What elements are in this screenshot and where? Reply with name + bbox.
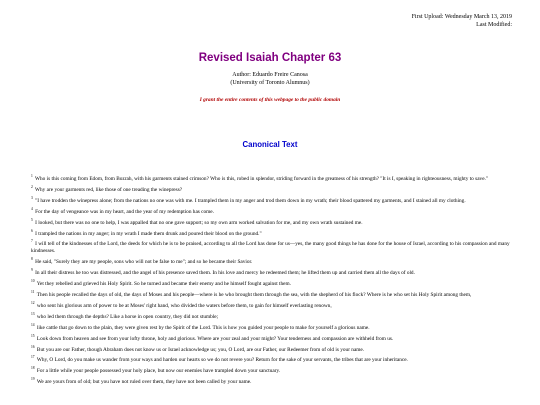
verse-text: who led them through the depths? Like a horse in open country, they did not stumble;: [36, 313, 219, 320]
verse-item: [31, 300, 511, 310]
verse-item: [31, 206, 511, 216]
verse-number: 11: [31, 289, 35, 294]
verse-item: [31, 311, 511, 321]
verse-number: 4: [31, 206, 33, 211]
verse-number: 17: [31, 355, 35, 360]
verse-number: 8: [31, 257, 33, 262]
verse-number: 13: [31, 311, 35, 316]
verse-number: 1: [31, 174, 33, 178]
verse-number: 14: [31, 322, 35, 327]
verse-item: [31, 173, 511, 183]
verse-text: We are yours from of old; but you have not ruled over them, they have not been called by your name.: [36, 379, 252, 386]
upload-dates: [412, 14, 512, 29]
verse-item: [31, 195, 511, 205]
verse-text: But you are our Father, though Abraham does not know us or Israel acknowledge us; you, O Lord, are our Father, our Redeemer from of old is your name.: [36, 346, 365, 353]
verse-item: [31, 365, 511, 375]
verse-item: [31, 333, 511, 343]
public-domain-notice: I grant the entire contents of this webpage to the public domain: [199, 97, 341, 103]
verse-text: I trampled the nations in my anger; in my wrath I made them drunk and poured their blood on the ground.": [35, 230, 262, 237]
verse-item: [31, 322, 511, 332]
verse-text: Why are your garments red, like those of one treading the winepress?: [35, 186, 183, 193]
verse-number: 10: [31, 279, 35, 284]
verse-text: who sent his glorious arm of power to be at Moses' right hand, who divided the waters before them, to gain for himself everlasting renown,: [36, 302, 332, 309]
verse-item: [31, 376, 511, 386]
verse-item: [31, 256, 511, 266]
verse-number: 15: [31, 333, 35, 338]
verse-item: [31, 228, 511, 238]
verse-text: In all their distress he too was distressed, and the angel of his presence saved them. In his love and mercy he redeemed them; he lifted them up and carried them all the days of old.: [35, 270, 415, 277]
verse-list: [31, 173, 511, 387]
verse-number: 18: [31, 366, 35, 371]
verse-item: [31, 184, 511, 194]
verse-text: Why, O Lord, do you make us wander from your ways and harden our hearts so we do not revere you? Return for the sake of your servants, the tribes that are your inheritance.: [36, 357, 408, 364]
verse-number: 19: [31, 377, 35, 382]
verse-number: 5: [31, 217, 33, 222]
page-title: Revised Isaiah Chapter 63: [198, 52, 342, 64]
verse-text: I looked, but there was no one to help, I was appalled that no one gave support; so my own arm worked salvation for me, and my own wrath sustained me.: [35, 219, 363, 226]
verse-item: [31, 238, 511, 255]
verse-text: For a little while your people possessed your holy place, but now our enemies have trampled down your sanctuary.: [36, 368, 281, 375]
verse-number: 2: [31, 184, 33, 189]
section-heading-canonical-text: Canonical Text: [242, 140, 298, 149]
verse-item: [31, 217, 511, 227]
verse-text: Who is this coming from Edom, from Bozrah, with his garments stained crimson? Who is this, robed in splendor, striding forward in the greatness of his strength? "It is I, speaking in righteousness, mighty to save.": [35, 176, 489, 182]
author-name: Author: Eduardo Freire Canosa: [232, 72, 308, 78]
verse-item: [31, 344, 511, 354]
verse-text: I will tell of the kindnesses of the Lord, the deeds for which he is to be praised, according to all the Lord has done for us—yes, the many good things he has done for the house of Israel, according to his compassion and many kindnesses.: [31, 241, 510, 255]
verse-number: 3: [31, 195, 33, 200]
verse-text: "I have trodden the winepress alone; from the nations no one was with me. I trampled them in my anger and trod them down in my wrath; their blood spattered my garments, and I stained all my clothing.: [35, 197, 466, 204]
verse-item: [31, 289, 511, 299]
first-upload-date: First Upload: Wednesday March 13, 2019: [411, 14, 512, 20]
verse-text: For the day of vengeance was in my heart, and the year of my redemption has come.: [35, 208, 214, 215]
verse-text: He said, "Surely they are my people, sons who will not be false to me"; and so he became their Savior.: [35, 259, 253, 266]
verse-number: 6: [31, 228, 33, 233]
verse-number: 12: [31, 300, 35, 305]
verse-item: [31, 354, 511, 364]
verse-text: Then his people recalled the days of old, the days of Moses and his people—where is he who brought them through the sea, with the shepherd of his flock? Where is he who set his Holy Spirit among them,: [36, 291, 472, 298]
verse-number: 16: [31, 344, 35, 349]
author-affiliation: (University of Toronto Alumnus): [230, 79, 310, 86]
verse-number: 9: [31, 268, 33, 273]
verse-text: like cattle that go down to the plain, they were given rest by the Spirit of the Lord. This is how you guided your people to make for yourself a glorious name.: [36, 324, 370, 331]
author-block: [0, 72, 540, 87]
verse-item: [31, 278, 511, 288]
verse-text: Look down from heaven and see from your lofty throne, holy and glorious. Where are your zeal and your might? Your tenderness and compassion are withheld from us.: [36, 335, 394, 342]
verse-item: [31, 267, 511, 277]
last-modified-date: Last Modified:: [476, 21, 512, 28]
verse-number: 7: [31, 239, 33, 244]
verse-text: Yet they rebelled and grieved his Holy Spirit. So he turned and became their enemy and he himself fought against them.: [36, 281, 291, 288]
